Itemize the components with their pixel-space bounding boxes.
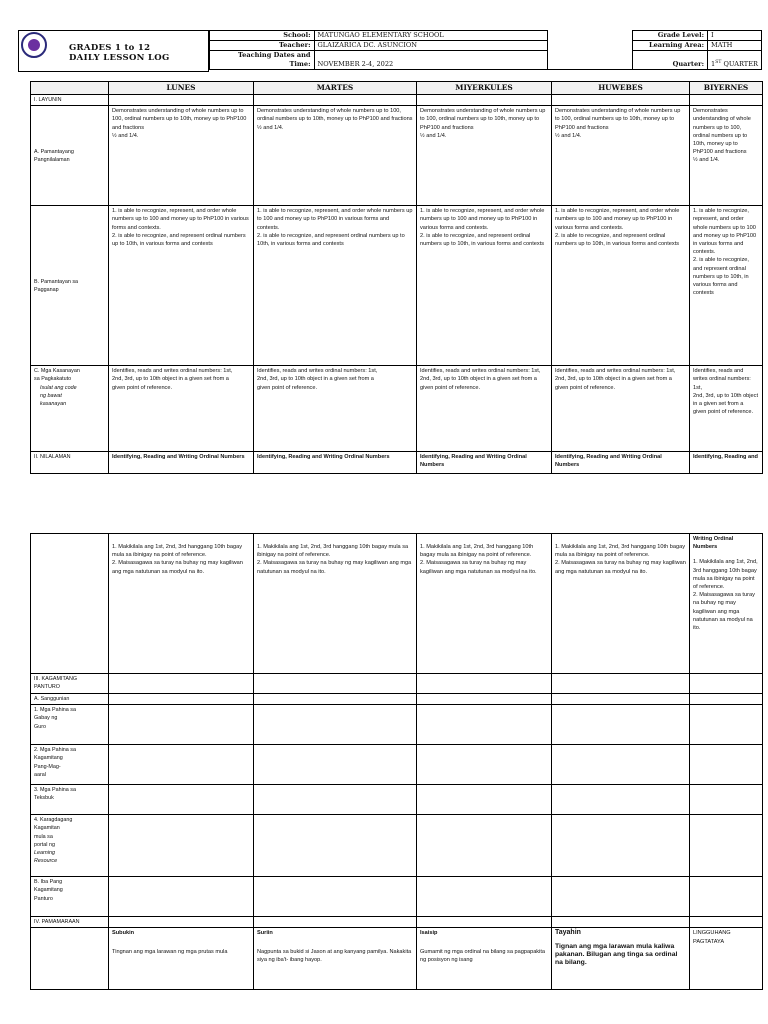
performance-standard-cell: 1. is able to recognize, represent, and order whole numbers up to 100 and money up to PhP100 in various forms and contexts. 2. is able to recognize, and represent ordinal numbers up to 10th, in various forms and contexts [109,206,254,366]
content-cell: Identifying, Reading and Writing Ordinal Numbers [109,452,254,474]
section-title: IV. PAMAMARAAN [31,917,109,928]
procedure-cell: Suriin Nagpunta sa bukid si Jason at ang kanyang pamilya. Nakakita siya ng iba't- ibang hayop. [254,928,417,990]
grade-value: I [708,31,762,41]
competency-cell: Identifies, reads and writes ordinal numbers: 1st, 2nd, 3rd, up to 10th object in a given set from a given point of reference. [254,366,417,452]
day-header: MIYERKULES [417,82,552,95]
objective-cell: 1. Makikilala ang 1st, 2nd, 3rd hanggang 10th bagay mula sa ibinigay na point of reference. 2. Maisasagawa sa turay na buhay ng may kagiliwan ang mga natutunan sa modyul na ito. [109,534,254,674]
row-label: C. Mga Kasanayan sa Pagkakatuto Isulat ang code ng bawat kasanayan [31,366,109,452]
content-cell: Identifying, Reading and [690,452,763,474]
content-standard-cell: Demonstrates understanding of whole numbers up to 100, ordinal numbers up to 10th, money up to PhP100 and fractions ½ and 1/4. [254,106,417,206]
form-title-line2: DAILY LESSON LOG [69,53,170,63]
procedure-cell: LINGGUHANG PAGTATAYA [690,928,763,990]
row-label: B. Pamantayan sa Pagganap [31,206,109,366]
row-label: 3. Mga Pahina sa Teksbuk [31,785,109,815]
header-info-table [209,30,762,70]
content-standard-cell: Demonstrates understanding of whole numbers up to 100, ordinal numbers up to 10th, money up to PhP100 and fractions ½ and 1/4. [690,106,763,206]
content-cell: Identifying, Reading and Writing Ordinal Numbers [417,452,552,474]
quarter-value: 1ST QUARTER [708,51,762,70]
performance-standard-cell: 1. is able to recognize, represent, and order whole numbers up to 100 and money up to PhP100 in various forms and contexts. 2. is able to recognize, and represent ordinal numbers up to 10th, in various forms and contexts [690,206,763,366]
procedure-cell: Subukin Tingnan ang mga larawan ng mga prutas mula [109,928,254,990]
content-standard-cell: Demonstrates understanding of whole numbers up to 100, ordinal numbers up to 10th, money up to PhP100 and fractions ½ and 1/4. [109,106,254,206]
competency-cell: Identifies, reads and writes ordinal numbers: 1st, 2nd, 3rd, up to 10th object in a given set from a given point of reference. [109,366,254,452]
competency-cell: Identifies, reads and writes ordinal numbers: 1st, 2nd, 3rd, up to 10th object in a given set from a given point of reference. [690,366,763,452]
row-label: A. Pamantayang Pangnilalaman [31,106,109,206]
day-header: BIYERNES [690,82,763,95]
school-value: MATUNGAO ELEMENTARY SCHOOL [314,31,547,41]
lesson-log-table-bottom [30,533,763,990]
row-label: 4. Karagdagang Kagamitan mula sa portal ng Learning Resource [31,815,109,877]
day-header: LUNES [109,82,254,95]
content-standard-cell: Demonstrates understanding of whole numbers up to 100, ordinal numbers up to 10th, money up to PhP100 and fractions ½ and 1/4. [552,106,690,206]
teacher-value: GLAIZARICA DC. ASUNCION [314,41,547,51]
row-label: 2. Mga Pahina sa Kagamitang Pang-Mag- aaral [31,745,109,785]
row-label: B. Iba Pang Kagamitang Panturo [31,877,109,917]
content-standard-cell: Demonstrates understanding of whole numbers up to 100, ordinal numbers up to 10th, money up to PhP100 and fractions ½ and 1/4. [417,106,552,206]
title-box [18,30,209,72]
objective-cell: 1. Makikilala ang 1st, 2nd, 3rd hanggang 10th bagay mula sa ibinigay na point of reference. 2. Maisasagawa sa turay na buhay ng may kagiliwan ang mga natutunan sa modyul na ito. [417,534,552,674]
competency-cell: Identifies, reads and writes ordinal numbers: 1st, 2nd, 3rd, up to 10th object in a given set from a given point of reference. [552,366,690,452]
objective-cell: Writing Ordinal Numbers 1. Makikilala ang 1st, 2nd, 3rd hanggang 10th bagay mula sa ibinigay na point of reference. 2. Maisasagawa sa turay na buhay ng may kagiliwan ang mga natutunan sa modyul na ito. [690,534,763,674]
performance-standard-cell: 1. is able to recognize, represent, and order whole numbers up to 100 and money up to PhP100 in various forms and contexts. 2. is able to recognize, and represent ordinal numbers up to 10th, in various forms and contexts [552,206,690,366]
day-header: MARTES [254,82,417,95]
objective-cell: 1. Makikilala ang 1st, 2nd, 3rd hanggang 10th bagay mula sa ibinigay na point of reference. 2. Maisasagawa sa turay na buhay ng may kagiliwan ang mga natutunan sa modyul na ito. [552,534,690,674]
area-label: Learning Area: [633,41,708,51]
section-title: II. NILALAMAN [31,452,109,474]
performance-standard-cell: 1. is able to recognize, represent, and order whole numbers up to 100 and money up to PhP100 in various forms and contexts. 2. is able to recognize, and represent ordinal numbers up to 10th, in various forms and contexts [254,206,417,366]
row-label: 1. Mga Pahina sa Gabay ng Guro [31,705,109,745]
deped-seal-icon [21,32,47,58]
quarter-label: Quarter: [633,51,708,70]
row-label: A. Sanggunian [31,694,109,705]
grade-label: Grade Level: [633,31,708,41]
content-cell: Identifying, Reading and Writing Ordinal Numbers [552,452,690,474]
dates-value: NOVEMBER 2-4, 2022 [314,51,547,70]
form-title-line1: GRADES 1 to 12 [69,43,151,53]
lesson-log-table-top [30,81,763,474]
section-title: I. LAYUNIN [31,95,109,106]
area-value: MATH [708,41,762,51]
procedure-cell: Tayahin Tignan ang mga larawan mula kaliwa pakanan. Bilugan ang tinga sa ordinal na bilang. [552,928,690,990]
content-cell: Identifying, Reading and Writing Ordinal Numbers [254,452,417,474]
procedure-cell: Isaisip Gumamit ng mga ordinal na bilang sa pagpapakita ng posisyon ng isang [417,928,552,990]
teacher-label: Teacher: [210,41,315,51]
objective-cell: 1. Makikilala ang 1st, 2nd, 3rd hanggang 10th bagay mula sa ibinigay na point of reference. 2. Maisasagawa sa turay na buhay ng may kagiliwan ang mga natutunan sa modyul na ito. [254,534,417,674]
performance-standard-cell: 1. is able to recognize, represent, and order whole numbers up to 100 and money up to PhP100 in various forms and contexts. 2. is able to recognize, and represent ordinal numbers up to 10th, in various forms and contexts [417,206,552,366]
school-label: School: [210,31,315,41]
section-title: III. KAGAMITANG PANTURO [31,674,109,694]
competency-cell: Identifies, reads and writes ordinal numbers: 1st, 2nd, 3rd, up to 10th object in a given set from a given point of reference. [417,366,552,452]
dates-label: Teaching Dates and Time: [210,51,315,70]
day-header: HUWEBES [552,82,690,95]
